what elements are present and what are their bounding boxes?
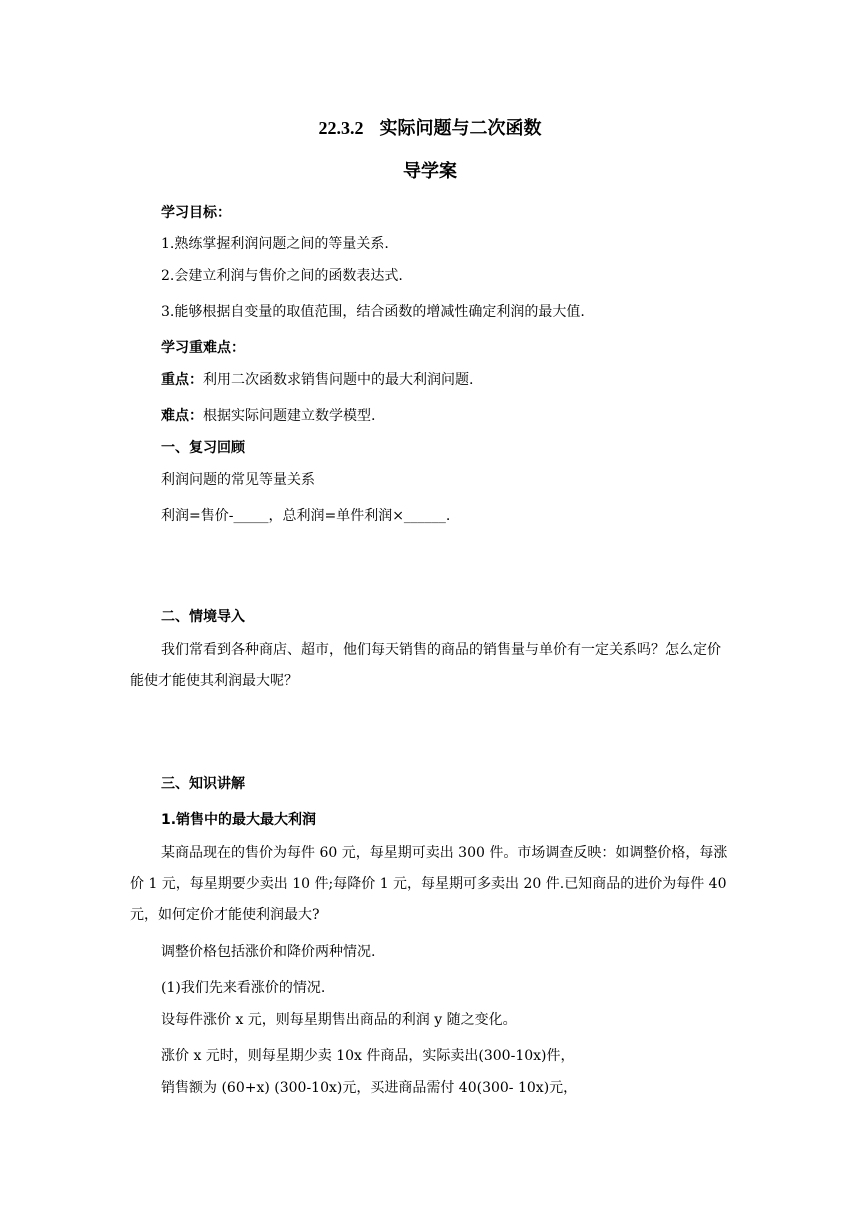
review-line-2: 利润=售价-_____，总利润=单件利润×______.: [161, 508, 451, 524]
intro-heading: 二、情境导入: [161, 609, 245, 625]
objective-item-3: 3.能够根据自变量的取值范围，结合函数的增减性确定利润的最大值.: [161, 304, 585, 320]
knowledge-subheading: 1.销售中的最大最大利润: [161, 812, 317, 828]
objective-item-1: 1.熟练掌握利润问题之间的等量关系.: [161, 236, 389, 252]
key-point-line: [161, 370, 473, 390]
difficult-point-line: [161, 406, 375, 426]
key-label: 重点：: [161, 372, 203, 388]
knowledge-heading: 三、知识讲解: [161, 776, 245, 792]
knowledge-line-2: (1)我们先来看涨价的情况.: [161, 980, 326, 996]
review-heading: 一、复习回顾: [161, 440, 245, 456]
section-number: 22.3.2: [318, 118, 364, 138]
knowledge-line-1: 调整价格包括涨价和降价两种情况.: [161, 944, 376, 960]
intro-paragraph: 我们常看到各种商店、超市，他们每天销售的商品的销售量与单价有一定关系吗？怎么定价能使才能使其利润最大呢？: [130, 642, 721, 689]
difficult-text: 根据实际问题建立数学模型.: [203, 408, 376, 424]
knowledge-line-4: 涨价 x 元时，则每星期少卖 10x 件商品，实际卖出(300-10x)件，: [161, 1048, 575, 1064]
key-points-heading: 学习重难点：: [161, 340, 245, 356]
difficult-label: 难点：: [161, 408, 203, 424]
document-subtitle: 导学案: [403, 161, 457, 182]
review-line-1: 利润问题的常见等量关系: [161, 472, 315, 488]
title-text: 实际问题与二次函数: [379, 118, 542, 139]
objective-item-2: 2.会建立利润与售价之间的函数表达式.: [161, 268, 403, 284]
problem-paragraph: 某商品现在的售价为每件 60 元，每星期可卖出 300 件。市场调查反映：如调整价格，每涨价 1 元，每星期要少卖出 10 件;每降价 1 元，每星期可多卖出 20 件.已知商品的进价为每件 40 元，如何定价才能使利润最大?: [130, 845, 728, 923]
knowledge-line-3: 设每件涨价 x 元，则每星期售出商品的利润 y 随之变化。: [161, 1012, 517, 1028]
key-text: 利用二次函数求销售问题中的最大利润问题.: [203, 372, 474, 388]
objectives-heading: 学习目标：: [161, 205, 231, 221]
document-title: [0, 116, 860, 141]
knowledge-line-5: 销售额为 (60+x) (300-10x)元，买进商品需付 40(300- 10x)元，: [161, 1080, 578, 1096]
